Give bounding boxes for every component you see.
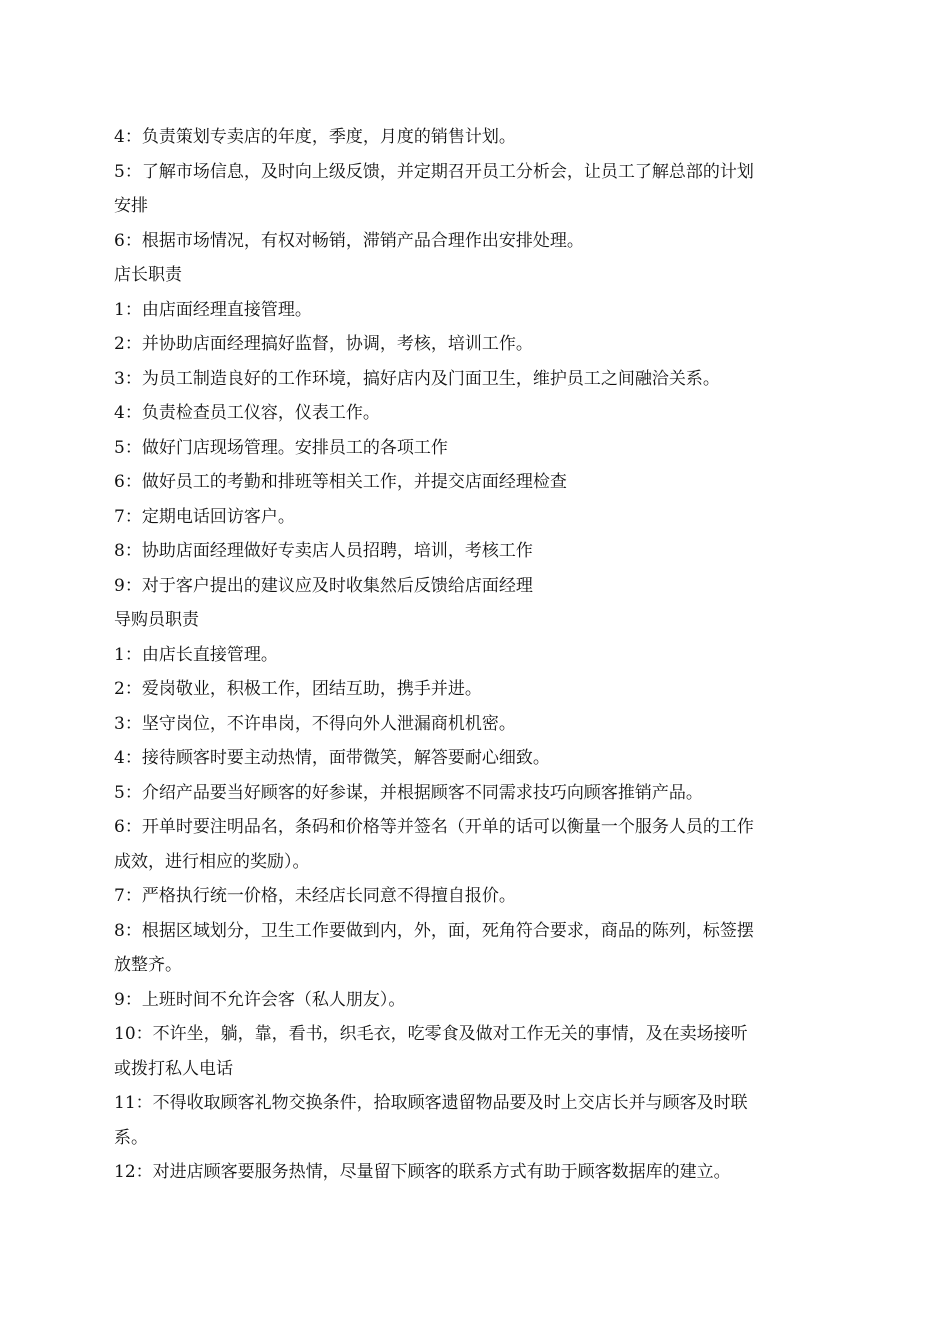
list-item-line: 系。: [114, 1127, 148, 1148]
list-item-line: 4：负责策划专卖店的年度，季度，月度的销售计划。: [114, 127, 516, 147]
list-item-line: 1：由店长直接管理。: [114, 644, 278, 665]
list-item-line: 成效，进行相应的奖励）。: [114, 851, 310, 872]
list-item-line: 12：对进店顾客要服务热情，尽量留下顾客的联系方式有助于顾客数据库的建立。: [114, 1162, 731, 1182]
list-item-line: 6：做好员工的考勤和排班等相关工作，并提交店面经理检查: [114, 472, 567, 492]
list-item-line: 4：接待顾客时要主动热情，面带微笑，解答要耐心细致。: [114, 748, 550, 768]
list-item-line: 5：了解市场信息，及时向上级反馈，并定期召开员工分析会，让员工了解总部的计划: [114, 161, 754, 182]
list-item-line: 3：坚守岗位，不许串岗，不得向外人泄漏商机机密。: [114, 713, 516, 734]
list-item-line: 2：爱岗敬业，积极工作，团结互助，携手并进。: [114, 679, 482, 699]
list-item-line: 5：做好门店现场管理。安排员工的各项工作: [114, 437, 448, 458]
section-heading: 导购员职责: [114, 610, 199, 630]
list-item-line: 8：协助店面经理做好专卖店人员招聘，培训，考核工作: [114, 541, 533, 561]
list-item-line: 9：上班时间不允许会客（私人朋友）。: [114, 989, 406, 1010]
list-item-line: 放整齐。: [114, 955, 182, 975]
document-body: [114, 120, 836, 1190]
list-item-line: 4：负责检查员工仪容，仪表工作。: [114, 403, 380, 423]
list-item-line: 7：定期电话回访客户。: [114, 506, 295, 527]
list-item-line: 6：开单时要注明品名，条码和价格等并签名（开单的话可以衡量一个服务人员的工作: [114, 817, 754, 837]
list-item-line: 7：严格执行统一价格，未经店长同意不得擅自报价。: [114, 886, 516, 906]
list-item-line: 10：不许坐，躺，靠，看书，织毛衣，吃零食及做对工作无关的事情，及在卖场接听: [114, 1024, 748, 1044]
list-item-line: 1：由店面经理直接管理。: [114, 299, 312, 320]
list-item-line: 2：并协助店面经理搞好监督，协调，考核，培训工作。: [114, 334, 533, 354]
list-item-line: 或拨打私人电话: [114, 1058, 233, 1079]
list-item-line: 9：对于客户提出的建议应及时收集然后反馈给店面经理: [114, 575, 533, 596]
list-item-line: 安排: [114, 196, 148, 216]
list-item-line: 3：为员工制造良好的工作环境，搞好店内及门面卫生，维护员工之间融洽关系。: [114, 368, 720, 389]
list-item-line: 8：根据区域划分，卫生工作要做到内，外，面，死角符合要求，商品的陈列，标签摆: [114, 920, 754, 941]
list-item-line: 6：根据市场情况，有权对畅销，滞销产品合理作出安排处理。: [114, 230, 584, 251]
section-heading: 店长职责: [114, 265, 182, 285]
list-item-line: 5：介绍产品要当好顾客的好参谋，并根据顾客不同需求技巧向顾客推销产品。: [114, 782, 703, 803]
list-item-line: 11：不得收取顾客礼物交换条件，拾取顾客遗留物品要及时上交店长并与顾客及时联: [114, 1093, 748, 1113]
